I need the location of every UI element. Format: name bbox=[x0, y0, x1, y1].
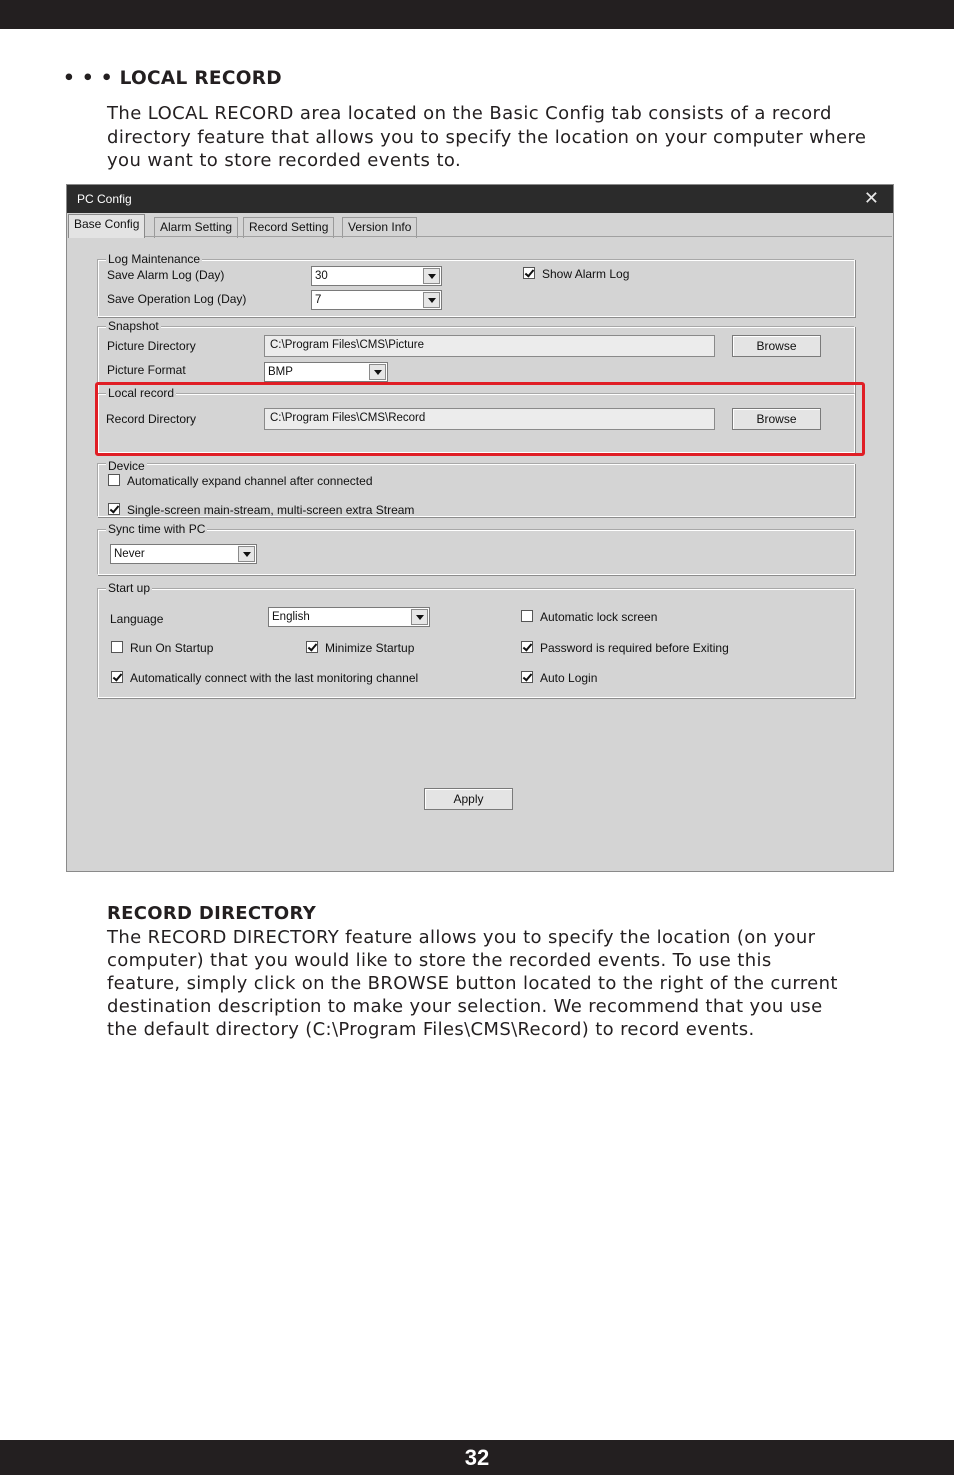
chevron-down-icon[interactable] bbox=[411, 609, 428, 625]
sync-time-legend: Sync time with PC bbox=[108, 522, 206, 536]
header-bar bbox=[0, 0, 954, 29]
record-directory-heading: RECORD DIRECTORY bbox=[107, 903, 317, 924]
chevron-down-icon[interactable] bbox=[423, 268, 440, 284]
show-alarm-log-label: Show Alarm Log bbox=[542, 267, 630, 281]
intro-paragraph: The LOCAL RECORD area located on the Basic Config tab consists of a record directory feature that allows you to specify the location on your computer where you want to store recorded events to. bbox=[107, 103, 867, 171]
device-legend: Device bbox=[108, 459, 145, 473]
auto-connect-label: Automatically connect with the last monitoring channel bbox=[130, 671, 419, 685]
auto-expand-label: Automatically expand channel after connected bbox=[127, 474, 373, 488]
save-alarm-log-value: 30 bbox=[315, 270, 328, 282]
tab-alarm-setting[interactable]: Alarm Setting bbox=[154, 217, 238, 238]
record-directory-field[interactable] bbox=[264, 408, 715, 430]
picture-format-select[interactable] bbox=[264, 362, 388, 382]
password-exit-label: Password is required before Exiting bbox=[540, 641, 729, 655]
tab-base-config[interactable]: Base Config bbox=[68, 214, 145, 238]
save-operation-log-select[interactable] bbox=[311, 290, 442, 310]
page-number: 32 bbox=[464, 1445, 490, 1470]
minimize-startup-label: Minimize Startup bbox=[325, 641, 415, 655]
dialog-title: PC Config bbox=[77, 192, 132, 206]
show-alarm-log-checkbox[interactable] bbox=[523, 267, 535, 279]
chevron-down-icon[interactable] bbox=[423, 292, 440, 308]
auto-connect-checkbox[interactable] bbox=[111, 671, 123, 683]
auto-login-checkbox[interactable] bbox=[521, 671, 533, 683]
minimize-startup-checkbox[interactable] bbox=[306, 641, 318, 653]
local-record-legend: Local record bbox=[108, 386, 175, 400]
local-record-group bbox=[97, 386, 855, 453]
password-exit-checkbox[interactable] bbox=[521, 641, 533, 653]
chevron-down-icon[interactable] bbox=[369, 364, 386, 380]
base-config-page bbox=[68, 236, 892, 870]
save-alarm-log-label: Save Alarm Log (Day) bbox=[107, 268, 225, 282]
record-directory-value: C:\Program Files\CMS\Record bbox=[270, 412, 426, 424]
picture-directory-label: Picture Directory bbox=[107, 339, 196, 353]
snapshot-legend: Snapshot bbox=[108, 319, 159, 333]
auto-expand-checkbox[interactable] bbox=[108, 474, 120, 486]
sync-time-value: Never bbox=[114, 548, 145, 560]
log-maintenance-legend: Log Maintenance bbox=[108, 252, 201, 266]
chevron-down-icon[interactable] bbox=[238, 546, 255, 562]
tab-version-info[interactable]: Version Info bbox=[342, 217, 417, 238]
close-icon[interactable]: ✕ bbox=[863, 188, 879, 208]
run-on-startup-label: Run On Startup bbox=[130, 641, 214, 655]
start-up-legend: Start up bbox=[108, 581, 151, 595]
single-screen-label: Single-screen main-stream, multi-screen extra Stream bbox=[127, 503, 415, 517]
save-operation-log-label: Save Operation Log (Day) bbox=[107, 292, 247, 306]
picture-browse-button[interactable]: Browse bbox=[732, 335, 821, 357]
language-value: English bbox=[272, 611, 310, 623]
log-maintenance-group bbox=[97, 252, 855, 317]
auto-lock-label: Automatic lock screen bbox=[540, 610, 658, 624]
picture-directory-value: C:\Program Files\CMS\Picture bbox=[270, 339, 425, 351]
picture-format-label: Picture Format bbox=[107, 363, 186, 377]
sync-time-select[interactable] bbox=[110, 544, 257, 564]
auto-lock-checkbox[interactable] bbox=[521, 610, 533, 622]
sync-time-group bbox=[97, 522, 855, 575]
apply-button[interactable]: Apply bbox=[424, 788, 513, 810]
dialog-titlebar bbox=[67, 185, 893, 213]
record-directory-label: Record Directory bbox=[106, 412, 197, 426]
save-operation-log-value: 7 bbox=[315, 294, 322, 306]
picture-format-value: BMP bbox=[268, 366, 293, 378]
single-screen-checkbox[interactable] bbox=[108, 503, 120, 515]
language-select[interactable] bbox=[268, 607, 430, 627]
pc-config-dialog bbox=[66, 184, 894, 872]
auto-login-label: Auto Login bbox=[540, 671, 598, 685]
language-label: Language bbox=[110, 612, 164, 626]
section-heading: • • • LOCAL RECORD bbox=[63, 68, 282, 89]
picture-directory-field[interactable] bbox=[264, 335, 715, 357]
record-directory-paragraph: The RECORD DIRECTORY feature allows you to specify the location (on your computer) that you would like to store the recorded events. To use this feature, simply click on the BROWSE button located to the right of the current destination description to make your selection. We recommend that you use the default directory (C:\Program Files\CMS\Record) to record events. bbox=[107, 927, 838, 1040]
run-on-startup-checkbox[interactable] bbox=[111, 641, 123, 653]
record-browse-button[interactable]: Browse bbox=[732, 408, 821, 430]
save-alarm-log-select[interactable] bbox=[311, 266, 442, 286]
start-up-group bbox=[97, 581, 855, 698]
tab-record-setting[interactable]: Record Setting bbox=[243, 217, 334, 238]
device-group bbox=[97, 459, 855, 517]
